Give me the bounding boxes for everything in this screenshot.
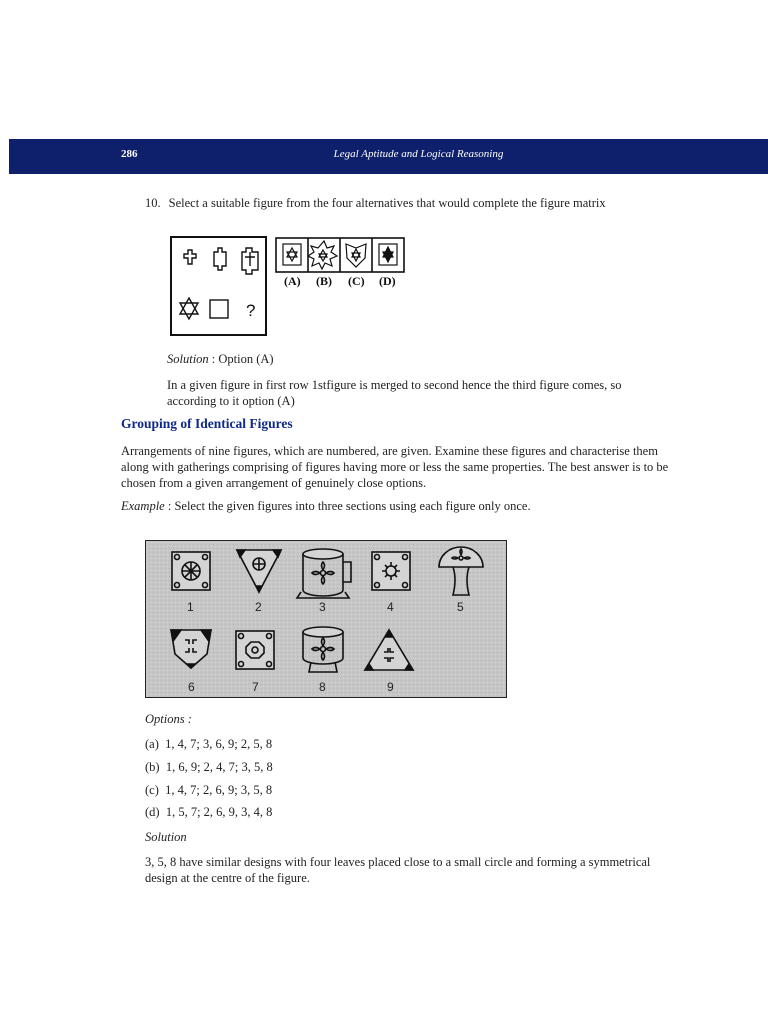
figure-number-8: 8	[319, 680, 326, 694]
option-label: (c)	[145, 783, 159, 797]
option-label: (b)	[145, 760, 160, 774]
question-prompt: Select a suitable figure from the four alternatives that would complete the figure matrix	[168, 196, 606, 210]
solution-explanation: In a given figure in first row 1stfigure is merged to second hence the third figure comes, so according to it option (A)	[167, 378, 622, 408]
figure-number-6: 6	[188, 680, 195, 694]
solution-value: : Option (A)	[211, 352, 274, 366]
figure-number-3: 3	[319, 600, 326, 614]
alternative-a-label: (A)	[284, 274, 301, 288]
matrix-question-mark: ?	[246, 301, 256, 320]
figure-number-1: 1	[187, 600, 194, 614]
section-heading: Grouping of Identical Figures	[121, 416, 293, 431]
alternative-a-figure	[283, 244, 301, 265]
matrix-figure-cross-1	[184, 250, 196, 264]
option-value: 1, 4, 7; 3, 6, 9; 2, 5, 8	[165, 737, 273, 751]
alternative-c-label: (C)	[348, 274, 365, 288]
solution-text: 3, 5, 8 have similar designs with four leaves placed close to a small circle and forming a symmetrical design at the centre of the figure.	[145, 855, 651, 885]
solution-heading: Solution	[145, 830, 187, 844]
nine-figures-panel	[145, 540, 507, 698]
matrix-figure-bracket-2	[214, 248, 226, 270]
example-label: Example	[121, 499, 165, 513]
figure-number-4: 4	[387, 600, 394, 614]
figure-number-2: 2	[255, 600, 262, 614]
figure-matrix	[170, 234, 410, 339]
book-title: Legal Aptitude and Logical Reasoning	[333, 148, 504, 160]
example-line	[121, 498, 531, 514]
alternative-c-figure	[346, 244, 366, 267]
option-label: (a)	[145, 737, 159, 751]
options-heading: Options :	[145, 712, 192, 726]
alternative-d-label: (D)	[379, 274, 396, 288]
option-label: (d)	[145, 805, 160, 819]
figure-number-9: 9	[387, 680, 394, 694]
figure-number-5: 5	[457, 600, 464, 614]
page-header	[9, 139, 768, 174]
figure-7	[236, 631, 274, 669]
solution-label: Solution	[167, 352, 209, 366]
page-number: 286	[121, 148, 138, 160]
example-text: : Select the given figures into three sections using each figure only once.	[167, 499, 531, 513]
question-number: 10.	[145, 196, 161, 210]
alternative-b-figure	[308, 241, 337, 269]
option-d	[145, 804, 272, 820]
matrix-figure-square	[210, 300, 228, 318]
option-value: 1, 5, 7; 2, 6, 9, 3, 4, 8	[165, 805, 273, 819]
question-text	[145, 195, 606, 211]
option-a	[145, 736, 272, 752]
section-paragraph: Arrangements of nine figures, which are numbered, are given. Examine these figures and characterise them along with gatherings comprising of figures having more or less the same properties. The best answer is to be chosen from a given arrangement of genuinely close options.	[121, 444, 669, 490]
alternative-b-label: (B)	[316, 274, 332, 288]
figure-number-7: 7	[252, 680, 259, 694]
option-value: 1, 6, 9; 2, 4, 7; 3, 5, 8	[165, 760, 273, 774]
solution-line	[167, 351, 274, 367]
option-c	[145, 782, 272, 798]
option-value: 1, 4, 7; 2, 6, 9; 3, 5, 8	[165, 783, 273, 797]
figure-4	[372, 552, 410, 590]
alternative-d-figure	[379, 244, 397, 265]
matrix-figure-merged-3	[242, 248, 258, 274]
matrix-figure-star	[180, 298, 198, 319]
option-b	[145, 759, 273, 775]
figure-1	[172, 552, 210, 590]
